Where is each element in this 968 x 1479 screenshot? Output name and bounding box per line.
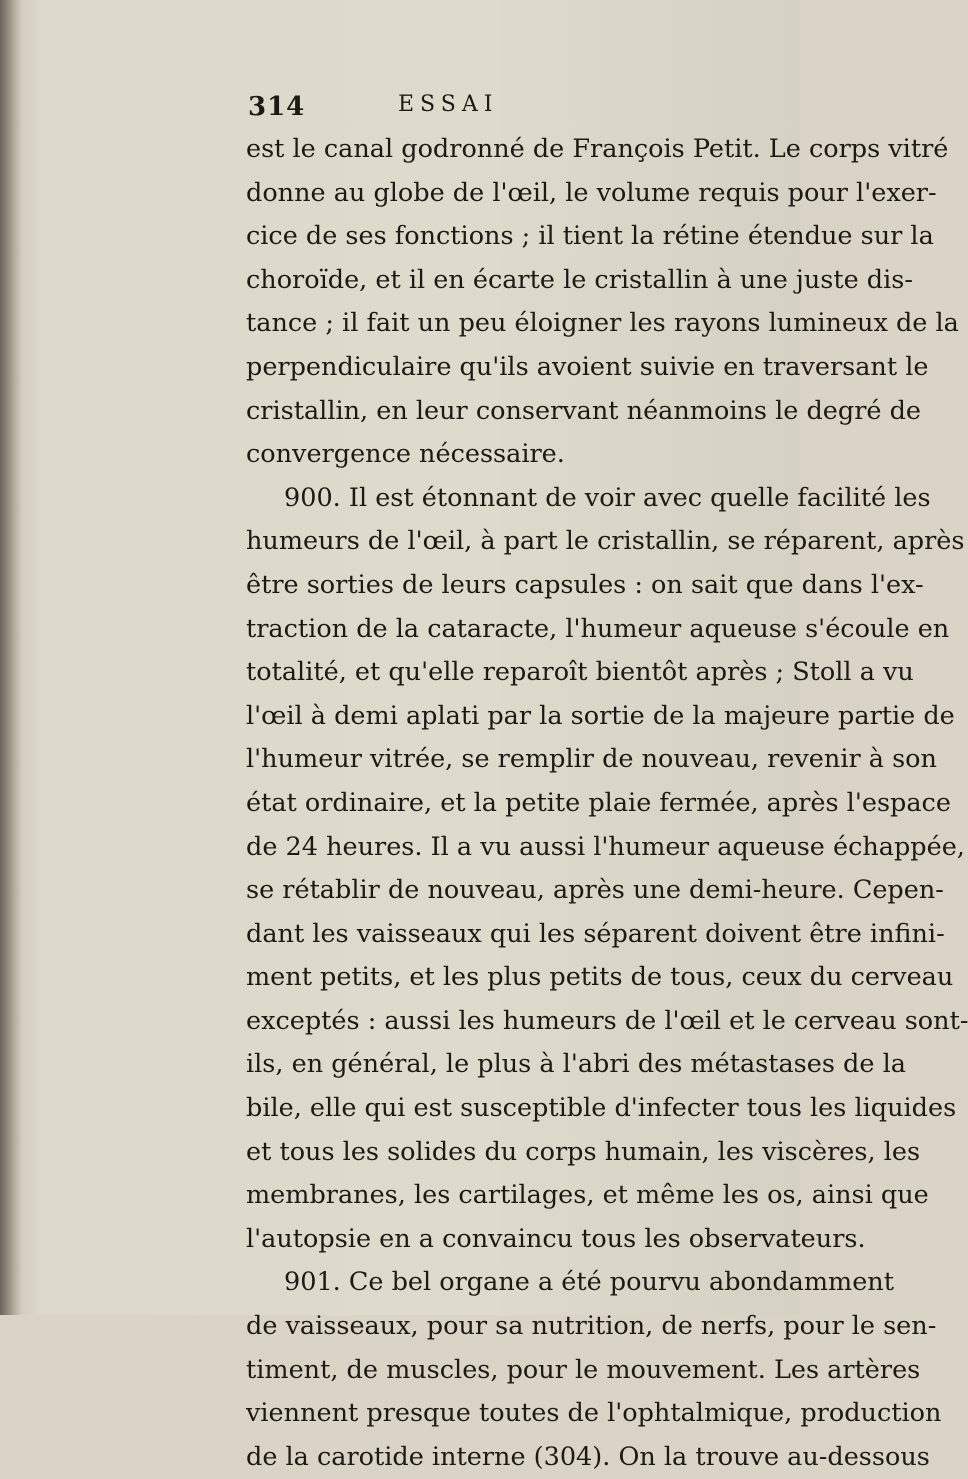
page-number: 314 — [248, 92, 306, 122]
text-line: et tous les solides du corps humain, les viscères, les — [246, 1136, 921, 1167]
text-line: se rétablir de nouveau, après une demi-heure. Cepen- — [246, 875, 944, 906]
text-line: traction de la cataracte, l'humeur aqueuse s'écoule en — [246, 613, 950, 644]
text-line: de vaisseaux, pour sa nutrition, de nerfs, pour le sen- — [246, 1311, 937, 1342]
text-line: ment petits, et les plus petits de tous, ceux du cerveau — [246, 962, 954, 993]
paragraph-900-start: 900. Il est étonnant de voir avec quelle facilité les — [284, 482, 931, 513]
text-line: l'autopsie en a convaincu tous les observateurs. — [246, 1223, 866, 1254]
running-title: ESSAI — [398, 92, 499, 117]
text-line: donne au globe de l'œil, le volume requis pour l'exer- — [246, 177, 937, 208]
text-line: bile, elle qui est susceptible d'infecter tous les liquides — [246, 1093, 957, 1124]
text-line: viennent presque toutes de l'ophtalmique, production — [246, 1398, 942, 1429]
running-head — [248, 92, 718, 128]
body-text — [246, 128, 968, 1479]
text-line: timent, de muscles, pour le mouvement. Les artères — [246, 1354, 921, 1385]
text-line: totalité, et qu'elle reparoît bientôt après ; Stoll a vu — [246, 657, 914, 688]
text-line: exceptés : aussi les humeurs de l'œil et le cerveau sont- — [246, 1005, 968, 1036]
text-line: de la carotide interne (304). On la trouve au-dessous — [246, 1441, 930, 1472]
text-line: choroïde, et il en écarte le cristallin à une juste dis- — [246, 264, 913, 295]
text-line: convergence nécessaire. — [246, 439, 565, 470]
text-line: dant les vaisseaux qui les séparent doivent être infini- — [246, 918, 945, 949]
paragraph-901-start: 901. Ce bel organe a été pourvu abondamment — [284, 1267, 894, 1298]
text-line: être sorties de leurs capsules : on sait que dans l'ex- — [246, 569, 924, 600]
binding-shadow — [0, 0, 22, 1315]
text-line: l'humeur vitrée, se remplir de nouveau, revenir à son — [246, 744, 937, 775]
text-line: perpendiculaire qu'ils avoient suivie en traversant le — [246, 351, 929, 382]
text-line: état ordinaire, et la petite plaie fermée, après l'espace — [246, 787, 951, 818]
text-line: est le canal godronné de François Petit. Le corps vitré — [246, 134, 949, 164]
text-line: humeurs de l'œil, à part le cristallin, se réparent, après — [246, 526, 965, 557]
text-line: cice de ses fonctions ; il tient la rétine étendue sur la — [246, 221, 934, 252]
text-line: de 24 heures. Il a vu aussi l'humeur aqueuse échappée, — [246, 831, 965, 862]
text-line: cristallin, en leur conservant néanmoins le degré de — [246, 395, 921, 426]
text-line: tance ; il fait un peu éloigner les rayons lumineux de la — [246, 308, 959, 339]
text-line: ils, en général, le plus à l'abri des métastases de la — [246, 1049, 906, 1080]
text-line: l'œil à demi aplati par la sortie de la majeure partie de — [246, 700, 955, 731]
text-line: membranes, les cartilages, et même les os, ainsi que — [246, 1180, 929, 1211]
